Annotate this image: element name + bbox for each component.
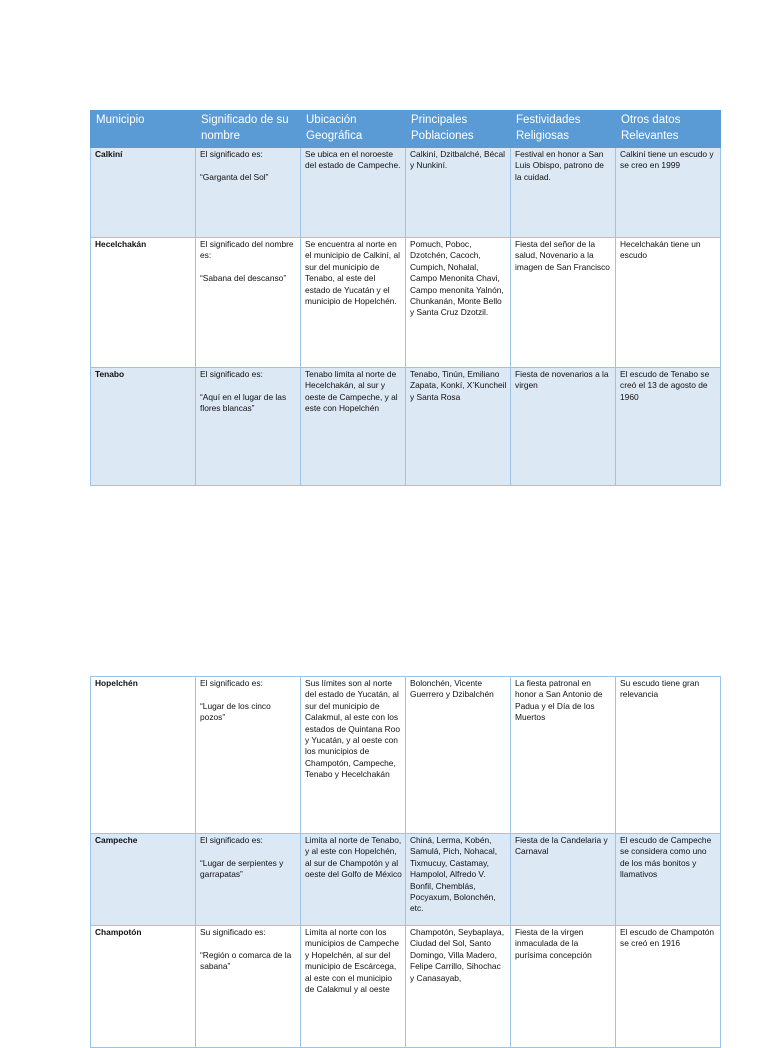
table-row xyxy=(91,238,721,368)
poblaciones-cell xyxy=(406,926,511,1048)
significado-cell xyxy=(196,368,301,486)
significado-text: El significado del nombre es: “Sabana del descanso” xyxy=(200,239,294,284)
otros-text: El escudo de Tenabo se creó el 13 de agosto de 1960 xyxy=(620,369,710,402)
significado-cell xyxy=(196,834,301,926)
significado-text: El significado es: “Lugar de serpientes y garrapatas” xyxy=(200,835,284,880)
ubicacion-cell xyxy=(301,926,406,1048)
ubicacion-text: Sus límites son al norte del estado de Yucatán, al sur del municipio de Calakmul, al este con los estados de Quintana Roo y Yucatán, y al oeste con los municipios de Champotón, Campeche, Tenabo y Hecelchakán xyxy=(305,678,400,780)
festividades-text: Fiesta del señor de la salud, Novenario a la imagen de San Francisco xyxy=(515,239,610,272)
poblaciones-text: Pomuch, Poboc, Dzotchén, Cacoch, Cumpich, Nohalal, Campo Menonita Chavi, Campo menonita Yalnón, Chunkanán, Monte Bello y Santa Cruz Dzotzil. xyxy=(410,239,504,318)
header-significado: Significado de su nombre xyxy=(196,111,301,148)
header-municipio: Municipio xyxy=(91,111,196,148)
ubicacion-cell xyxy=(301,148,406,238)
festividades-text: Fiesta de la virgen inmaculada de la purísima concepción xyxy=(515,927,592,960)
otros-text: Su escudo tiene gran relevancia xyxy=(620,678,700,700)
poblaciones-cell xyxy=(406,834,511,926)
otros-text: El escudo de Campeche se considera como uno de los más bonitos y llamativos xyxy=(620,835,712,880)
table-row xyxy=(91,926,721,1048)
festividades-text: Fiesta de la Candelaria y Carnaval xyxy=(515,835,608,857)
festividades-text: Fiesta de novenarios a la virgen xyxy=(515,369,609,391)
festividades-cell xyxy=(511,368,616,486)
ubicacion-text: Se ubica en el noroeste del estado de Campeche. xyxy=(305,149,401,171)
otros-text: Calkiní tiene un escudo y se creo en 1999 xyxy=(620,149,714,171)
header-otros: Otros datos Relevantes xyxy=(616,111,721,148)
otros-cell xyxy=(616,148,721,238)
otros-cell xyxy=(616,926,721,1048)
poblaciones-text: Calkiní, Dzitbalché, Bécal y Nunkiní. xyxy=(410,149,505,171)
festividades-text: La fiesta patronal en honor a San Antonio de Padua y el Día de los Muertos xyxy=(515,678,603,723)
ubicacion-text: Tenabo limita al norte de Hecelchakán, al sur y oeste de Campeche, y al este con Hopelchén xyxy=(305,369,398,414)
festividades-cell xyxy=(511,677,616,834)
poblaciones-cell xyxy=(406,148,511,238)
municipio-cell: Hopelchén xyxy=(91,677,196,834)
ubicacion-cell xyxy=(301,677,406,834)
table-header-row xyxy=(91,111,721,148)
otros-cell xyxy=(616,677,721,834)
ubicacion-cell xyxy=(301,238,406,368)
poblaciones-text: Chiná, Lerma, Kobén, Samulá, Pich, Nohacal, Tixmucuy, Castamay, Hampolol, Alfredo V. Bonfil, Chemblás, Pocyaxum, Bolonchén, etc. xyxy=(410,835,498,914)
significado-text: El significado es: “Aquí en el lugar de las flores blancas” xyxy=(200,369,287,414)
otros-cell xyxy=(616,238,721,368)
otros-cell xyxy=(616,368,721,486)
municipios-table-1 xyxy=(90,110,721,486)
festividades-cell xyxy=(511,148,616,238)
poblaciones-cell xyxy=(406,368,511,486)
festividades-cell xyxy=(511,926,616,1048)
significado-text: El significado es: “Garganta del Sol” xyxy=(200,149,269,182)
table-row xyxy=(91,834,721,926)
ubicacion-text: Se encuentra al norte en el municipio de Calkiní, al sur del municipio de Tenabo, al este del estado de Yucatán y el municipio de Hopelchén. xyxy=(305,239,400,307)
significado-cell xyxy=(196,926,301,1048)
otros-text: Hecelchakán tiene un escudo xyxy=(620,239,701,261)
otros-cell xyxy=(616,834,721,926)
poblaciones-text: Champotón, Seybaplaya, Ciudad del Sol, Santo Domingo, Villa Madero, Felipe Carrillo, Sihochac y Canasayab, xyxy=(410,927,505,983)
ubicacion-text: Limita al norte de Tenabo, y al este con Hopelchén, al sur de Champotón y al oeste del Golfo de México xyxy=(305,835,402,880)
festividades-cell xyxy=(511,834,616,926)
poblaciones-text: Bolonchén, Vicente Guerrero y Dzibalchén xyxy=(410,678,494,700)
municipios-table-2 xyxy=(90,676,721,1048)
poblaciones-text: Tenabo, Tinún, Emiliano Zapata, Konkí, X’Kuncheil y Santa Rosa xyxy=(410,369,507,402)
poblaciones-cell xyxy=(406,238,511,368)
header-poblaciones: Principales Poblaciones xyxy=(406,111,511,148)
municipio-cell: Calkiní xyxy=(91,148,196,238)
ubicacion-cell xyxy=(301,834,406,926)
municipio-cell: Tenabo xyxy=(91,368,196,486)
significado-text: Su significado es: “Región o comarca de la sabana” xyxy=(200,927,292,972)
municipio-cell: Hecelchakán xyxy=(91,238,196,368)
festividades-cell xyxy=(511,238,616,368)
significado-cell xyxy=(196,148,301,238)
ubicacion-text: Limita al norte con los municipios de Campeche y Hopelchén, al sur del municipio de Escárcega, al este con el municipio de Calakmul y al oeste xyxy=(305,927,400,995)
festividades-text: Festival en honor a San Luis Obispo, patrono de la cuidad. xyxy=(515,149,604,182)
table-row xyxy=(91,677,721,834)
table-row xyxy=(91,368,721,486)
significado-cell xyxy=(196,238,301,368)
significado-text: El significado es: “Lugar de los cinco pozos” xyxy=(200,678,271,723)
otros-text: El escudo de Champotón se creó en 1916 xyxy=(620,927,715,949)
ubicacion-cell xyxy=(301,368,406,486)
table-row xyxy=(91,148,721,238)
poblaciones-cell xyxy=(406,677,511,834)
header-festividades: Festividades Religiosas xyxy=(511,111,616,148)
significado-cell xyxy=(196,677,301,834)
municipio-cell: Campeche xyxy=(91,834,196,926)
municipio-cell: Champotón xyxy=(91,926,196,1048)
header-ubicacion: Ubicación Geográfica xyxy=(301,111,406,148)
